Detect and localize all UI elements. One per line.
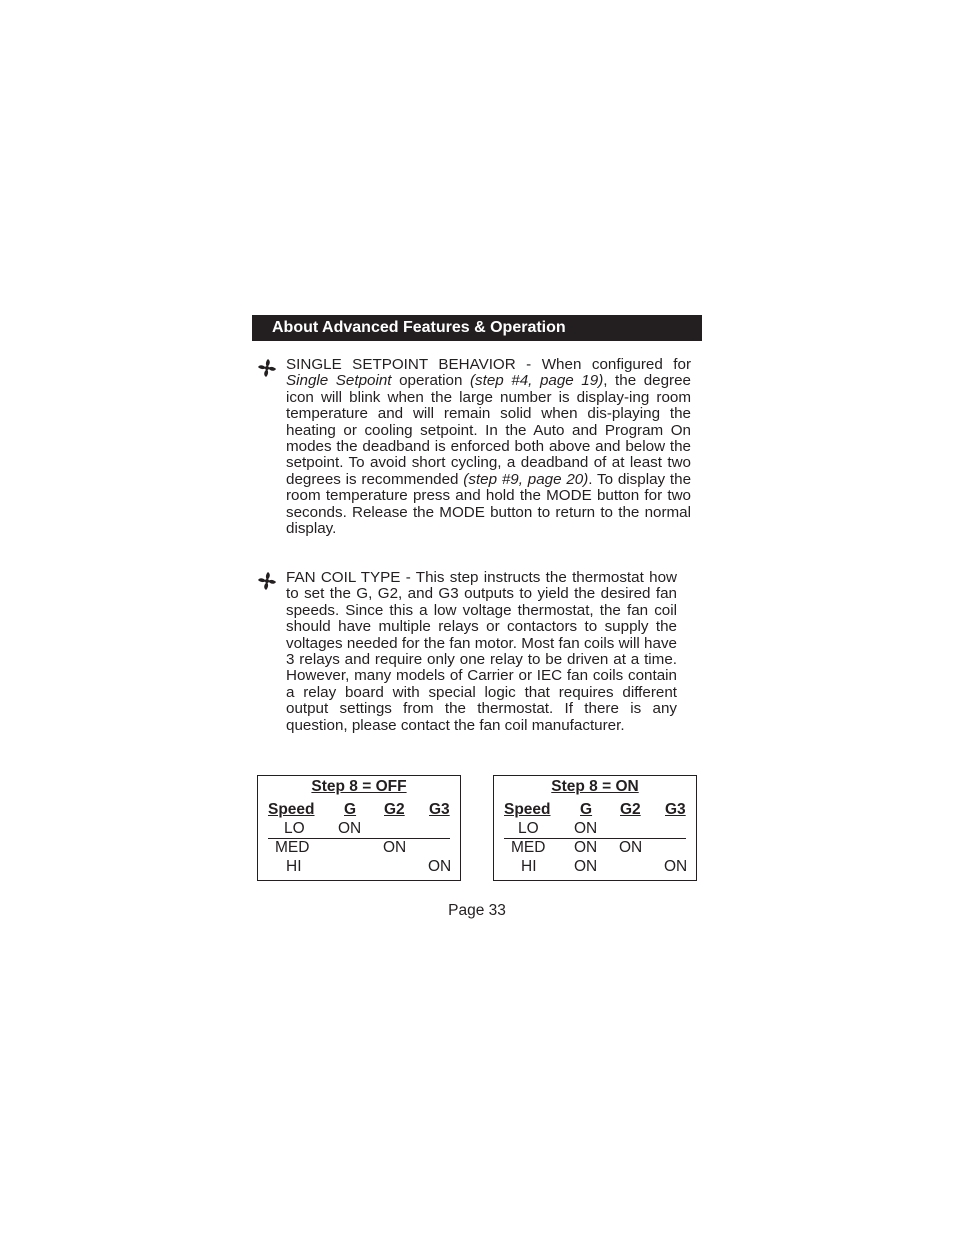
fan-icon — [258, 359, 276, 377]
cell-g: ON — [574, 858, 598, 875]
emphasis-text: Single Setpoint — [286, 372, 392, 390]
cell-g: ON — [574, 839, 598, 856]
cell-g2: ON — [619, 839, 643, 856]
cell-g2: ON — [383, 839, 407, 856]
cell-speed: HI — [286, 858, 302, 875]
step-reference: (step #4, page 19) — [469, 372, 604, 390]
header-g2: G2 — [620, 801, 641, 818]
table-title: Step 8 = OFF — [311, 778, 407, 795]
header-speed: Speed — [504, 801, 551, 818]
fan-coil-type-paragraph: FAN COIL TYPE - This step instructs the thermostat how to set the G, G2, and G3 outputs to yield the desired fan speeds. Since this a low voltage thermostat, the fan coil should have multiple relays or contactors to supply the voltages needed for the fan motor. Most fan coils will have 3 relays and require only one relay to be driven at a time. However, many models of Carrier or IEC fan coils contain a relay board with special logic that requires different output settings from the thermostat. If there is any question, please contact the fan coil manufacturer. — [286, 569, 677, 734]
cell-speed: MED — [275, 839, 310, 856]
cell-speed: LO — [518, 820, 539, 837]
header-speed: Speed — [268, 801, 315, 818]
section-header — [252, 315, 702, 341]
paragraph-text: . To display the room temperature press and hold the MODE button for two seconds. Release the MODE button to return to the normal display. — [286, 470, 692, 538]
paragraph-text: operation — [391, 372, 470, 390]
cell-speed: HI — [521, 858, 537, 875]
header-g: G — [580, 801, 593, 818]
single-setpoint-paragraph — [286, 357, 691, 537]
cell-g3: ON — [664, 858, 688, 875]
header-g3: G3 — [429, 801, 450, 818]
cell-g: ON — [574, 820, 598, 837]
cell-speed: MED — [511, 839, 546, 856]
cell-speed: LO — [284, 820, 305, 837]
step-reference: (step #9, page 20) — [463, 470, 589, 488]
header-g3: G3 — [665, 801, 686, 818]
page-number: Page 33 — [448, 902, 506, 919]
paragraph-text: , the degree icon will blink when the large number is display-ing room temperature and will remain solid when dis-playing the heating or cooling setpoint. In the Auto and Program On modes the deadband is enforced both above and below the setpoint. To avoid short cycling, a deadband of at least two degrees is recommended — [286, 372, 692, 488]
fan-icon — [258, 572, 276, 590]
header-g: G — [344, 801, 357, 818]
table-title: Step 8 = ON — [551, 778, 639, 795]
cell-g: ON — [338, 820, 362, 837]
step8-on-table — [493, 775, 697, 881]
paragraph-text: SINGLE SETPOINT BEHAVIOR - When configured for — [286, 356, 691, 373]
cell-g3: ON — [428, 858, 452, 875]
step8-off-table — [257, 775, 461, 881]
section-title: About Advanced Features & Operation — [272, 319, 566, 336]
header-g2: G2 — [384, 801, 405, 818]
